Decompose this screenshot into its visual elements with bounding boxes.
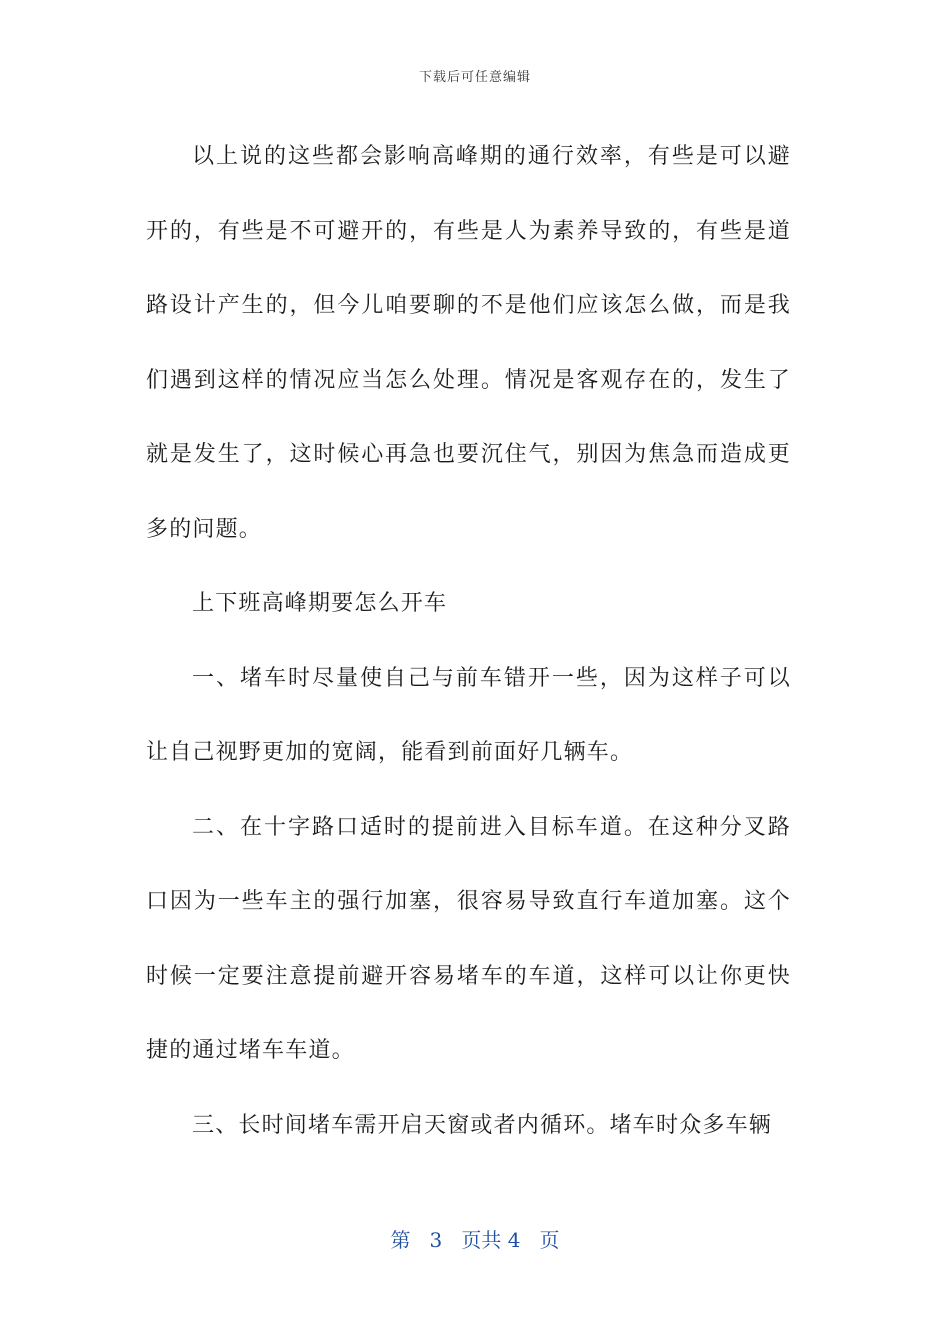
footer-middle: 页共	[461, 1228, 502, 1252]
page-footer	[0, 1224, 950, 1253]
footer-suffix: 页	[539, 1228, 560, 1252]
paragraph-4: 二、在十字路口适时的提前进入目标车道。在这种分叉路口因为一些车主的强行加塞，很容易导致直行车道加塞。这个时候一定要注意提前避开容易堵车的车道，这样可以让你更快捷的通过堵车车道。	[146, 814, 791, 1063]
paragraph-2-heading: 上下班高峰期要怎么开车	[192, 591, 448, 616]
document-body	[146, 120, 791, 1163]
paragraph-1: 以上说的这些都会影响高峰期的通行效率，有些是可以避开的，有些是不可避开的，有些是人为素养导致的，有些是道路设计产生的，但今儿咱要聊的不是他们应该怎么做，而是我们遇到这样的情况应当怎么处理。情况是客观存在的，发生了就是发生了，这时候心再急也要沉住气，别因为焦急而造成更多的问题。	[146, 144, 791, 542]
footer-total-pages: 4	[507, 1228, 521, 1252]
paragraph-5: 三、长时间堵车需开启天窗或者内循环。堵车时众多车辆	[192, 1112, 773, 1138]
paragraph-3: 一、堵车时尽量使自己与前车错开一些，因为这样子可以让自己视野更加的宽阔，能看到前面好几辆车。	[146, 665, 791, 765]
footer-current-page: 3	[429, 1228, 443, 1252]
footer-prefix: 第	[390, 1228, 411, 1252]
page-header: 下载后可任意编辑	[418, 70, 531, 85]
